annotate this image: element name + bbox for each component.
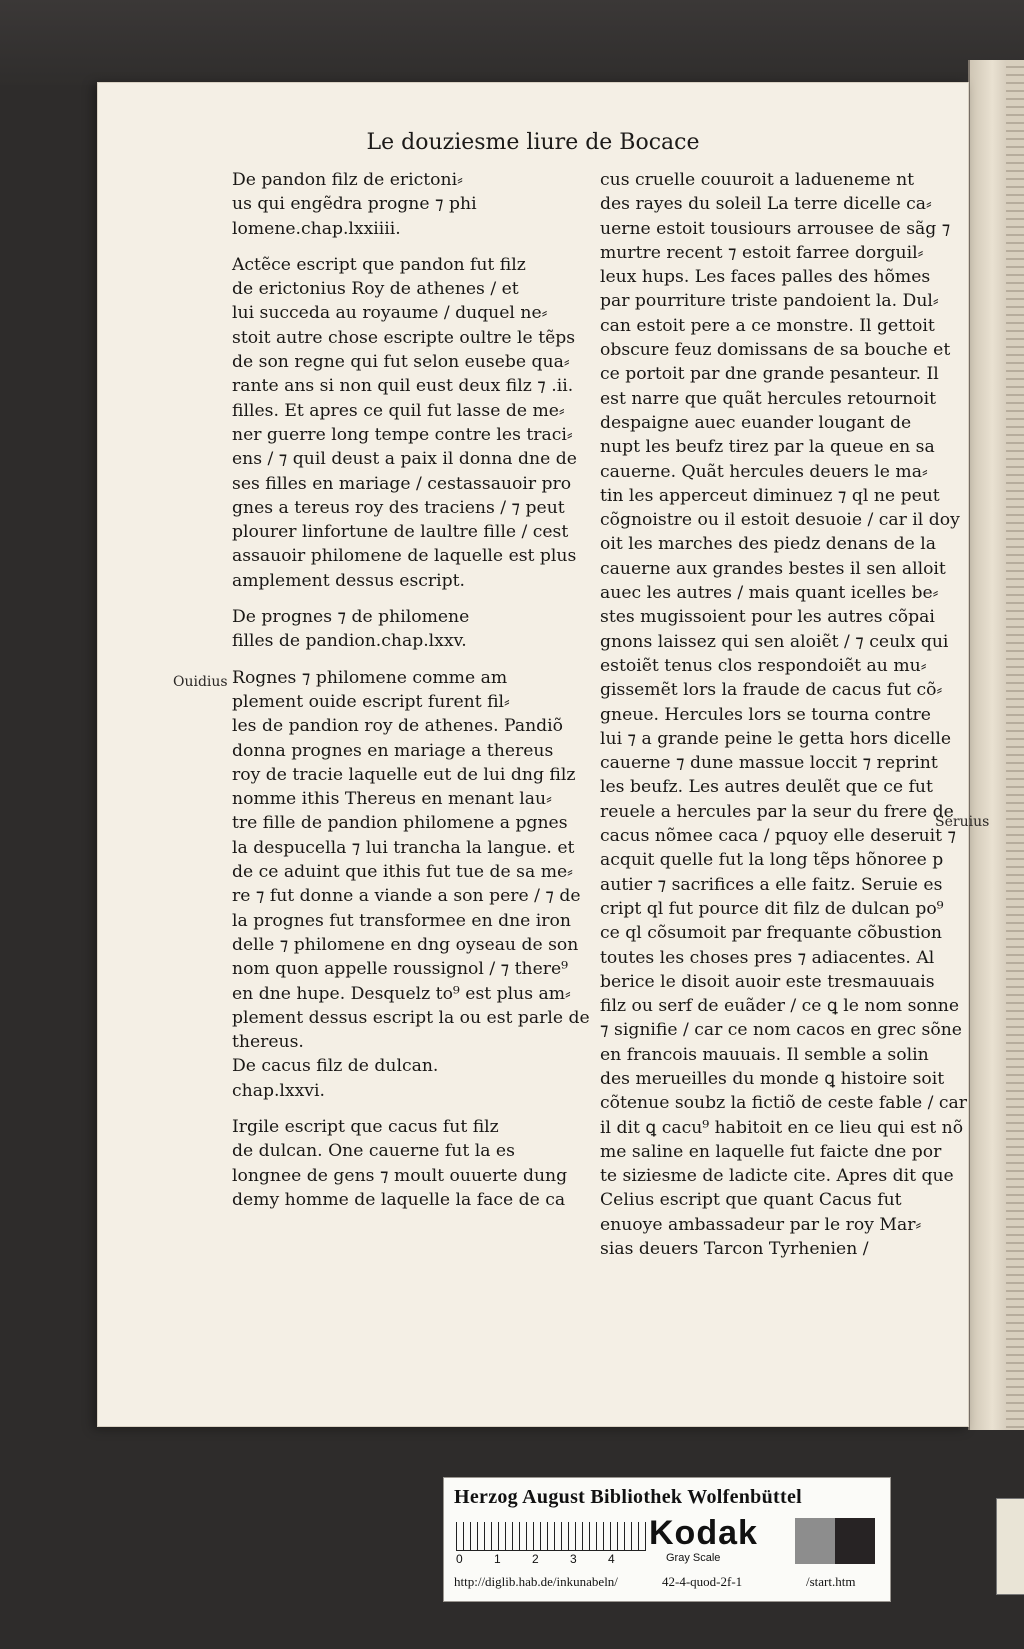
text-line: cauerne aux grandes bestes il sen alloit — [600, 558, 946, 579]
text-line: ner guerre long tempe contre les traci⸗ — [232, 424, 573, 445]
page-edges — [1006, 60, 1024, 1430]
text-line: cauerne. Quãt hercules deuers le ma⸗ — [600, 461, 928, 482]
text-line: stes mugissoient pour les autres cõpai — [600, 607, 935, 628]
library-url: http://diglib.hab.de/inkunabeln/ — [454, 1574, 618, 1589]
ruler-label: 3 — [570, 1552, 577, 1566]
text-line: De prognes ⁊ de philomene — [232, 607, 470, 628]
text-line: ce ql cõsumoit par frequante cõbustion — [600, 923, 942, 944]
text-line: gnes a tereus roy des traciens / ⁊ peut — [232, 497, 565, 518]
text-line: demy homme de laquelle la face de ca — [232, 1189, 566, 1210]
text-line: la prognes fut transformee en dne iron — [232, 910, 571, 931]
text-line: De cacus filz de dulcan. — [232, 1056, 439, 1077]
text-line: uerne estoit tousiours arrousee de sãg ⁊ — [600, 218, 951, 239]
text-line: amplement dessus escript. — [232, 570, 465, 591]
text-line: cauerne ⁊ dune massue loccit ⁊ reprint — [600, 753, 938, 774]
text-line: reuele a hercules par la seur du frere de — [600, 801, 954, 822]
text-line: enuoye ambassadeur par le roy Mar⸗ — [600, 1214, 922, 1235]
text-line: estoiẽt tenus clos respondoiẽt au mu⸗ — [600, 655, 927, 676]
text-line: re ⁊ fut donne a viande a son pere / ⁊ de — [232, 886, 581, 907]
spine-label — [996, 1498, 1024, 1595]
text-line: obscure feuz domissans de sa bouche et — [600, 340, 951, 361]
text-line: nupt les beufz tirez par la queue en sa — [600, 437, 935, 458]
text-line: des rayes du soleil La terre dicelle ca⸗ — [600, 194, 932, 215]
text-line: nomme ithis Thereus en menant lau⸗ — [232, 789, 552, 810]
text-line: toutes les choses pres ⁊ adiacentes. Al — [600, 947, 935, 968]
text-line: est narre que quãt hercules retournoit — [600, 388, 936, 409]
text-line: chap.lxxvi. — [232, 1080, 325, 1101]
text-line: cus cruelle couuroit a ladueneme nt — [600, 170, 915, 190]
text-line: ses filles en mariage / cestassauoir pro — [232, 473, 572, 494]
text-line: can estoit pere a ce monstre. Il gettoit — [600, 315, 935, 336]
text-line: gnons laissez qui sen aloiẽt / ⁊ ceulx qui — [600, 631, 949, 652]
text-line: de son regne qui fut selon eusebe qua⸗ — [232, 352, 570, 373]
text-line: donna prognes en mariage a thereus — [232, 740, 554, 761]
ruler-label: 1 — [494, 1552, 501, 1566]
library-title: Herzog August Bibliothek Wolfenbüttel — [454, 1486, 802, 1508]
text-line: us qui engẽdra progne ⁊ phi — [232, 194, 477, 215]
text-line: auec les autres / mais quant icelles be⸗ — [600, 583, 939, 604]
margin-note-ouidius: Ouidius — [173, 674, 228, 690]
text-line: oit les marches des piedz denans de la — [600, 534, 936, 555]
text-line: berice le disoit auoir este tresmauuais — [600, 971, 935, 992]
black-patch — [835, 1518, 875, 1564]
text-line: les beufz. Les autres deulẽt que ce fut — [600, 777, 933, 798]
text-line: par pourriture triste pandoient la. Dul⸗ — [600, 291, 939, 312]
kodak-logo: Kodak — [649, 1514, 758, 1552]
start-link: /start.htm — [806, 1574, 856, 1589]
text-line: en dne hupe. Desquelz to⁹ est plus am⸗ — [232, 983, 571, 1004]
text-line: cõtenue soubz la fictiõ de ceste fable / car — [600, 1093, 967, 1114]
text-line — [232, 593, 562, 605]
text-line: nom quon appelle roussignol / ⁊ there⁹ — [232, 959, 569, 980]
text-line: te siziesme de ladicte cite. Apres dit que — [600, 1166, 954, 1187]
book-page — [97, 82, 990, 1427]
text-line: autier ⁊ sacrifices a elle faitz. Seruie es — [600, 874, 943, 895]
text-line: plourer linfortune de laultre fille / cest — [232, 522, 569, 543]
text-line: rante ans si non quil eust deux filz ⁊ .ii. — [232, 376, 574, 397]
text-line: de ce aduint que ithis fut tue de sa me⸗ — [232, 862, 573, 883]
shelfmark: 42-4-quod-2f-1 — [662, 1574, 743, 1589]
text-line: de dulcan. One cauerne fut la es — [232, 1141, 515, 1162]
text-line: Celius escript que quant Cacus fut — [600, 1190, 902, 1211]
text-line: cript ql fut pource dit filz de dulcan po⁹ — [600, 898, 944, 919]
text-line: thereus. — [232, 1032, 304, 1053]
text-line: despaigne auec euander lougant de — [600, 412, 912, 433]
text-line: la despucella ⁊ lui trancha la langue. et — [232, 837, 575, 858]
text-line: gissemẽt lors la fraude de cacus fut cõ⸗ — [600, 680, 943, 701]
text-line — [232, 241, 562, 253]
text-line: en francois mauuais. Il semble a solin — [600, 1044, 929, 1065]
text-line: plement dessus escript la ou est parle de — [232, 1007, 590, 1028]
text-line: gneue. Hercules lors se tourna contre — [600, 704, 931, 725]
text-line: delle ⁊ philomene en dng oyseau de son — [232, 934, 579, 955]
text-line: De pandon filz de erictoni⸗ — [232, 170, 463, 190]
text-line: plement ouide escript furent fil⸗ — [232, 691, 510, 712]
text-line: il dit ꝗ cacu⁹ habitoit en ce lieu qui est nõ — [600, 1117, 964, 1138]
ruler-label: 2 — [532, 1552, 539, 1566]
text-line: tre fille de pandion philomene a pgnes — [232, 813, 568, 834]
text-line: assauoir philomene de laquelle est plus — [232, 546, 577, 567]
text-line: roy de tracie laquelle eut de lui dng filz — [232, 764, 576, 785]
text-line: lui ⁊ a grande peine le getta hors dicelle — [600, 728, 952, 749]
text-line: lui succeda au royaume / duquel ne⸗ — [232, 303, 548, 324]
text-line: de erictonius Roy de athenes / et — [232, 279, 519, 300]
ruler-scale — [456, 1522, 646, 1551]
text-line: des merueilles du monde ꝗ histoire soit — [600, 1068, 945, 1089]
text-line: les de pandion roy de athenes. Pandiõ — [232, 716, 564, 737]
color-calibration-target — [443, 1477, 891, 1602]
gray-patch — [795, 1518, 835, 1564]
text-line: cacus nõmee caca / pquoy elle deseruit ⁊ — [600, 826, 957, 847]
text-line: Irgile escript que cacus fut filz — [232, 1116, 499, 1137]
text-line: ens / ⁊ quil deust a paix il donna dne de — [232, 449, 577, 470]
text-line: sias deuers Tarcon Tyrhenien / — [600, 1239, 869, 1260]
text-line: murtre recent ⁊ estoit farree dorguil⸗ — [600, 242, 924, 263]
text-line: Rognes ⁊ philomene comme am — [232, 667, 508, 688]
margin-note-seruius: Seruius — [935, 814, 990, 830]
text-line: ce portoit par dne grande pesanteur. Il — [600, 364, 939, 385]
text-line — [232, 654, 562, 666]
text-line: tin les apperceut diminuez ⁊ ql ne peut — [600, 485, 940, 506]
text-line: cõgnoistre ou il estoit desuoie / car il doy — [600, 510, 960, 531]
text-line: me saline en laquelle fut faicte dne por — [600, 1141, 942, 1162]
text-line — [232, 1103, 562, 1115]
text-line: filles de pandion.chap.lxxv. — [232, 631, 467, 652]
text-line: acquit quelle fut la long tẽps hõnoree p — [600, 850, 944, 871]
text-line: leux hups. Les faces palles des hõmes — [600, 267, 931, 288]
ruler-label: 4 — [608, 1552, 615, 1566]
text-line: Actẽce escript que pandon fut filz — [232, 254, 526, 275]
text-line: ⁊ signifie / car ce nom cacos en grec sõne — [600, 1020, 962, 1041]
scanner-backdrop — [0, 0, 1024, 85]
text-line: filz ou serf de euãder / ce ꝗ le nom sonne — [600, 996, 960, 1017]
text-line: stoit autre chose escripte oultre le tẽps — [232, 327, 576, 348]
running-head: Le douziesme liure de Bocace — [366, 130, 700, 155]
text-line: longnee de gens ⁊ moult ouuerte dung — [232, 1165, 568, 1186]
gray-scale-label: Gray Scale — [666, 1552, 721, 1564]
left-text-column — [232, 168, 590, 1212]
text-line: filles. Et apres ce quil fut lasse de me⸗ — [232, 400, 565, 421]
text-line: lomene.chap.lxxiiii. — [232, 218, 401, 239]
ruler-label: 0 — [456, 1552, 463, 1566]
